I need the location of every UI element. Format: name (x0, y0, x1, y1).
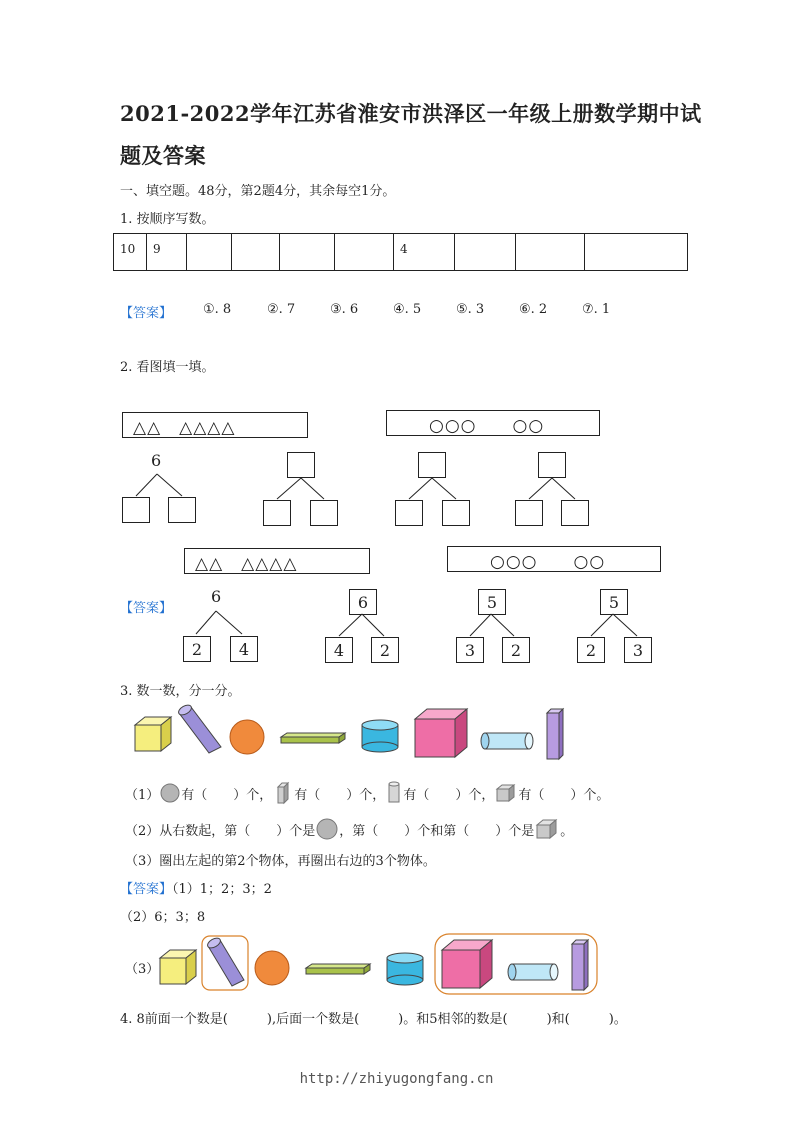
cube-gray-icon (534, 817, 560, 841)
q3-sub2-text: 。 (560, 823, 574, 839)
short-cylinder-icon (387, 953, 423, 985)
tall-prism-icon (572, 940, 588, 990)
answer-tree-top: 5 (600, 589, 628, 615)
q1-answer: ③. 6 (330, 302, 359, 317)
q4-text: 4. 8前面一个数是( ),后面一个数是( )。和5相邻的数是( )和( )。 (120, 1012, 627, 1027)
lying-cylinder-icon (508, 964, 558, 980)
cube-gray-icon (494, 782, 518, 804)
lying-cylinder-icon (481, 733, 533, 749)
answer-triangles-box: △△ △△△△ (184, 548, 370, 574)
answer-tree-left: 3 (456, 637, 484, 663)
objects-row (125, 703, 585, 763)
footer-url: http://zhiyugongfang.cn (299, 1071, 494, 1087)
cylinder-gray-icon (385, 780, 403, 806)
q1-answer: ⑥. 2 (519, 302, 548, 317)
q3-sub1 (125, 780, 609, 806)
big-cube-icon (442, 940, 492, 988)
q3-sub2-text: ，第（ ）个和第（ ）个是 (339, 823, 535, 839)
answer-tree-left: 2 (183, 636, 211, 662)
big-cube-icon (415, 709, 467, 757)
q3-sub1-text: 有（ ）个。 (518, 787, 610, 803)
q1-answer: ⑤. 3 (456, 302, 485, 317)
sphere-icon (230, 720, 264, 754)
q1-label: 1. 按顺序写数。 (120, 212, 215, 227)
sphere-gray-icon (159, 782, 181, 804)
q3-label: 3. 数一数，分一分。 (120, 684, 241, 699)
answer-tree-right: 2 (502, 637, 530, 663)
circles-box: ○○○ ○○ (386, 410, 600, 436)
q1-answer: ①. 8 (203, 302, 232, 317)
q1-answer: ②. 7 (267, 302, 296, 317)
q3-answer3-label: （3） (125, 962, 160, 977)
answer-tree-right: 4 (230, 636, 258, 662)
q2-label: 2. 看图填一填。 (120, 360, 215, 375)
seq-cell: 9 (147, 234, 187, 271)
q1-answer-tag: 【答案】 (120, 306, 173, 321)
q3-sub1-text: 有（ ）个， (403, 787, 495, 803)
seq-cell: 10 (114, 234, 147, 271)
answer-tree-top: 5 (478, 589, 506, 615)
q1-answer: ⑦. 1 (582, 302, 611, 317)
tilted-cylinder-icon (177, 703, 221, 753)
q3-sub2-text: （2）从右数起，第（ ）个是 (125, 823, 316, 839)
q3-sub1-text: 有（ ）个， (181, 787, 273, 803)
cube-icon (160, 950, 196, 984)
given-number: 6 (151, 451, 162, 470)
triangles-box: △△ △△△△ (122, 412, 308, 438)
q3-sub1-text: 有（ ）个， (294, 787, 386, 803)
q3-sub2 (125, 817, 573, 841)
q3-answer1-line (120, 878, 272, 897)
tilted-cylinder-icon (206, 936, 244, 986)
doc-title-line1: 2021-2022学年江苏省淮安市洪泽区一年级上册数学期中试 (120, 101, 702, 126)
cube-icon (135, 717, 171, 751)
flat-bar-icon (281, 733, 345, 743)
flat-bar-icon (306, 964, 370, 974)
short-cylinder-icon (362, 720, 398, 752)
sphere-icon (255, 951, 289, 985)
prism-gray-icon (272, 781, 294, 805)
answer-tree-left: 2 (577, 637, 605, 663)
answer-tree-top: 6 (211, 587, 222, 606)
sphere-gray-icon (315, 817, 339, 841)
seq-cell: 4 (394, 234, 455, 271)
tall-prism-icon (547, 709, 563, 759)
section-heading: 一、填空题。48分，第2题4分，其余每空1分。 (120, 184, 396, 199)
q3-answer1: （1）1；2；3；2 (172, 882, 272, 897)
answer-tree-left: 4 (325, 637, 353, 663)
answer-tree-right: 2 (371, 637, 399, 663)
answer-circles-box: ○○○ ○○ (447, 546, 661, 572)
q3-sub1-prefix: （1） (125, 787, 160, 803)
doc-title-line2: 题及答案 (120, 143, 206, 168)
circled-objects-row (150, 932, 610, 1000)
q3-answer2: （2）6；3；8 (120, 910, 206, 925)
answer-tree-top: 6 (349, 589, 377, 615)
q2-answer-tag: 【答案】 (120, 601, 173, 616)
q1-answer: ④. 5 (393, 302, 422, 317)
answer-tree-right: 3 (624, 637, 652, 663)
q3-answer-tag: 【答案】 (120, 882, 173, 897)
q3-sub3: （3）圈出左起的第2个物体，再圈出右边的3个物体。 (125, 854, 436, 869)
